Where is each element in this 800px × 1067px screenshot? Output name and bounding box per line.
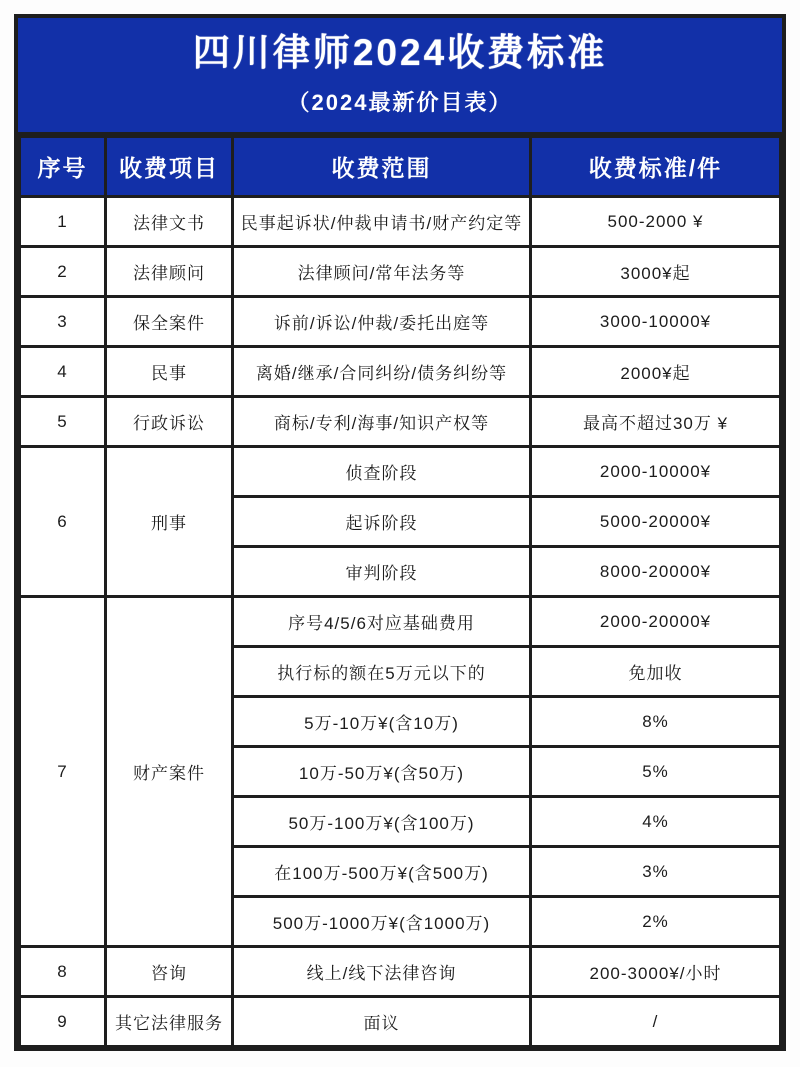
fee-standard-cell: 5% bbox=[531, 747, 781, 797]
fee-scope-cell: 审判阶段 bbox=[233, 547, 531, 597]
table-row bbox=[20, 947, 781, 997]
fee-table-body bbox=[20, 197, 781, 1047]
fee-standard-cell: 3000¥起 bbox=[531, 247, 781, 297]
table-row bbox=[20, 997, 781, 1047]
row-number-cell: 4 bbox=[20, 347, 106, 397]
table-row bbox=[20, 447, 781, 497]
fee-scope-cell: 10万-50万¥(含50万) bbox=[233, 747, 531, 797]
fee-item-cell: 其它法律服务 bbox=[106, 997, 233, 1047]
fee-standard-cell: 2000-20000¥ bbox=[531, 597, 781, 647]
fee-scope-cell: 序号4/5/6对应基础费用 bbox=[233, 597, 531, 647]
fee-scope-cell: 500万-1000万¥(含1000万) bbox=[233, 897, 531, 947]
table-row bbox=[20, 397, 781, 447]
fee-scope-cell: 5万-10万¥(含10万) bbox=[233, 697, 531, 747]
fee-standard-cell: / bbox=[531, 997, 781, 1047]
fee-item-cell: 刑事 bbox=[106, 447, 233, 597]
fee-standard-cell: 8% bbox=[531, 697, 781, 747]
fee-scope-cell: 侦查阶段 bbox=[233, 447, 531, 497]
fee-standard-cell: 4% bbox=[531, 797, 781, 847]
table-row bbox=[20, 297, 781, 347]
fee-standard-cell: 500-2000 ¥ bbox=[531, 197, 781, 247]
table-row bbox=[20, 247, 781, 297]
fee-item-cell: 咨询 bbox=[106, 947, 233, 997]
fee-standard-cell: 最高不超过30万 ¥ bbox=[531, 397, 781, 447]
row-number-cell: 9 bbox=[20, 997, 106, 1047]
fee-item-cell: 保全案件 bbox=[106, 297, 233, 347]
fee-scope-cell: 线上/线下法律咨询 bbox=[233, 947, 531, 997]
page-subtitle: （2024最新价目表） bbox=[287, 90, 513, 116]
fee-scope-cell: 离婚/继承/合同纠纷/债务纠纷等 bbox=[233, 347, 531, 397]
fee-table bbox=[18, 135, 782, 1048]
page-title: 四川律师2024收费标准 bbox=[192, 31, 608, 73]
row-number-cell: 8 bbox=[20, 947, 106, 997]
table-row bbox=[20, 197, 781, 247]
fee-standard-cell: 200-3000¥/小时 bbox=[531, 947, 781, 997]
fee-scope-cell: 面议 bbox=[233, 997, 531, 1047]
col-header-number: 序号 bbox=[20, 137, 106, 197]
fee-scope-cell: 执行标的额在5万元以下的 bbox=[233, 647, 531, 697]
fee-scope-cell: 商标/专利/海事/知识产权等 bbox=[233, 397, 531, 447]
fee-standard-cell: 3% bbox=[531, 847, 781, 897]
fee-standard-cell: 免加收 bbox=[531, 647, 781, 697]
title-band bbox=[18, 18, 782, 135]
table-row bbox=[20, 597, 781, 647]
fee-scope-cell: 民事起诉状/仲裁申请书/财产约定等 bbox=[233, 197, 531, 247]
fee-standard-cell: 2% bbox=[531, 897, 781, 947]
row-number-cell: 2 bbox=[20, 247, 106, 297]
fee-item-cell: 法律顾问 bbox=[106, 247, 233, 297]
col-header-standard: 收费标准/件 bbox=[531, 137, 781, 197]
table-row bbox=[20, 347, 781, 397]
row-number-cell: 1 bbox=[20, 197, 106, 247]
fee-table-header bbox=[20, 137, 781, 197]
fee-standard-cell: 3000-10000¥ bbox=[531, 297, 781, 347]
fee-item-cell: 法律文书 bbox=[106, 197, 233, 247]
row-number-cell: 3 bbox=[20, 297, 106, 347]
fee-scope-cell: 起诉阶段 bbox=[233, 497, 531, 547]
fee-scope-cell: 在100万-500万¥(含500万) bbox=[233, 847, 531, 897]
fee-standard-cell: 5000-20000¥ bbox=[531, 497, 781, 547]
fee-scope-cell: 法律顾问/常年法务等 bbox=[233, 247, 531, 297]
fee-item-cell: 行政诉讼 bbox=[106, 397, 233, 447]
row-number-cell: 5 bbox=[20, 397, 106, 447]
row-number-cell: 6 bbox=[20, 447, 106, 597]
col-header-item: 收费项目 bbox=[106, 137, 233, 197]
fee-standard-cell: 8000-20000¥ bbox=[531, 547, 781, 597]
row-number-cell: 7 bbox=[20, 597, 106, 947]
fee-standard-cell: 2000-10000¥ bbox=[531, 447, 781, 497]
fee-item-cell: 财产案件 bbox=[106, 597, 233, 947]
header-row bbox=[20, 137, 781, 197]
fee-standard-cell: 2000¥起 bbox=[531, 347, 781, 397]
fee-scope-cell: 50万-100万¥(含100万) bbox=[233, 797, 531, 847]
fee-scope-cell: 诉前/诉讼/仲裁/委托出庭等 bbox=[233, 297, 531, 347]
col-header-scope: 收费范围 bbox=[233, 137, 531, 197]
fee-item-cell: 民事 bbox=[106, 347, 233, 397]
fee-schedule-poster bbox=[14, 14, 786, 1051]
